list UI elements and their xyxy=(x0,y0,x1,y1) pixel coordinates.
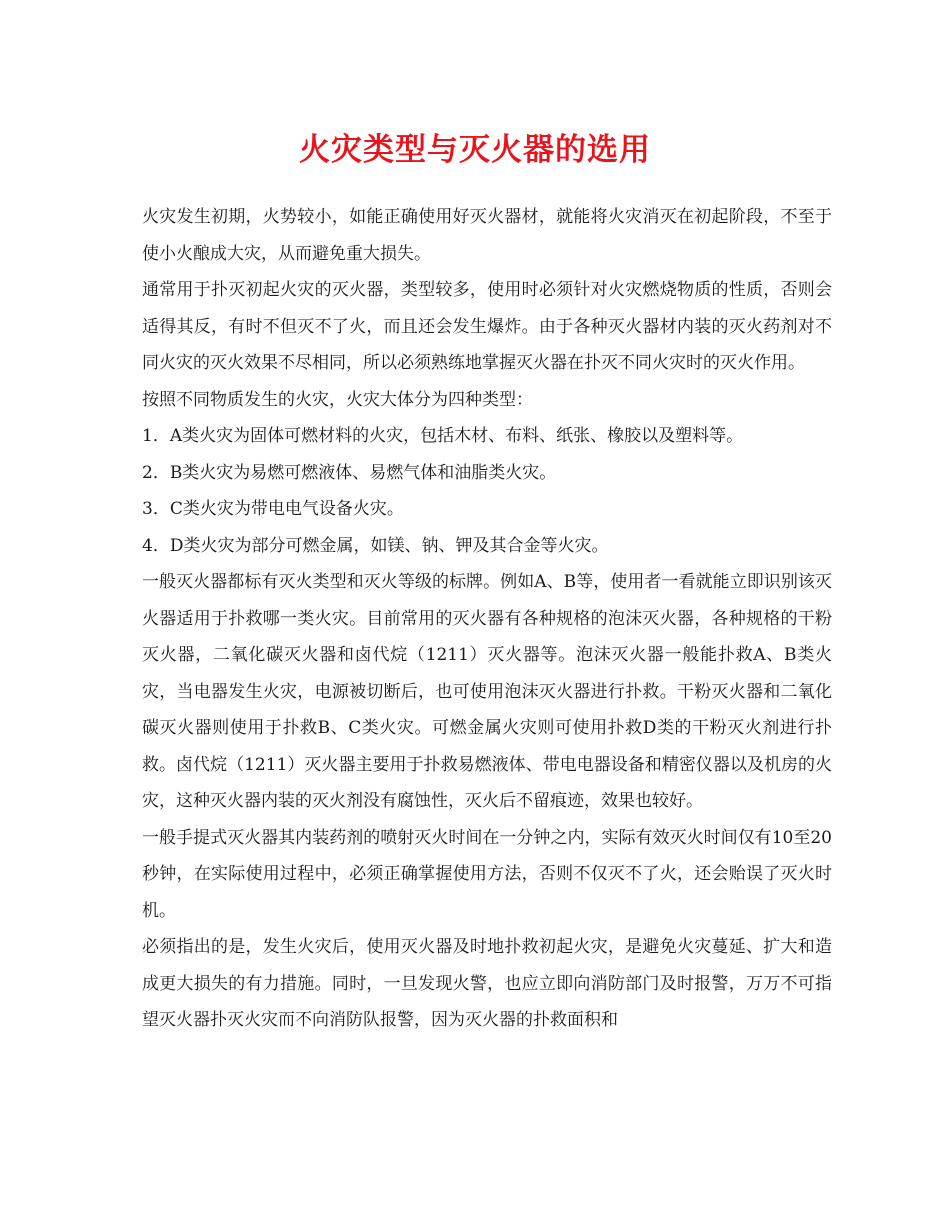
document-title: 火灾类型与灭火器的选用 xyxy=(299,132,651,168)
document-body xyxy=(142,199,832,1039)
paragraph-spray-time: 一般手提式灭火器其内装药剂的喷射灭火时间在一分钟之内，实际有效灭火时间仅有10至20秒钟，在实际使用过程中，必须正确掌握使用方法，否则不仅灭不了火，还会贻误了灭火时机。 xyxy=(142,827,832,921)
list-item-class-d: 4．D类火灾为部分可燃金属，如镁、钠、钾及其合金等火灾。 xyxy=(142,535,609,556)
list-item-class-b: 2．B类火灾为易燃可燃液体、易燃气体和油脂类火灾。 xyxy=(142,462,557,483)
list-item-class-c: 3．C类火灾为带电电气设备火灾。 xyxy=(142,499,404,519)
paragraph-fire-classes-intro: 按照不同物质发生的火灾，火灾大体分为四种类型： xyxy=(142,389,533,410)
paragraph-extinguisher-types: 通常用于扑灭初起火灾的灭火器，类型较多，使用时必须针对火灾燃烧物质的性质，否则会适得其反，有时不但灭不了火，而且还会发生爆炸。由于各种灭火器材内装的灭火药剂对不同火灾的灭火效果不尽相同，所以必须熟练地掌握灭火器在扑灭不同火灾时的灭火作用。 xyxy=(142,280,832,373)
paragraph-report-fire: 必须指出的是，发生火灾后，使用灭火器及时地扑救初起火灾，是避免火灾蔓延、扩大和造成更大损失的有力措施。同时，一旦发现火警，也应立即向消防部门及时报警，万万不可指望灭火器扑灭火灾而不向消防队报警，因为灭火器的扑救面积和 xyxy=(142,937,832,1030)
paragraph-extinguisher-labels: 一般灭火器都标有灭火类型和灭火等级的标牌。例如A、B等，使用者一看就能立即识别该灭火器适用于扑救哪一类火灾。目前常用的灭火器有各种规格的泡沫灭火器，各种规格的干粉灭火器，二氧化碳灭火器和卤代烷（1211）灭火器等。泡沫灭火器一般能扑救A、B类火灾，当电器发生火灾，电源被切断后，也可使用泡沫灭火器进行扑救。干粉灭火器和二氧化碳灭火器则使用于扑救B、C类火灾。可燃金属火灾则可使用扑救D类的干粉灭火剂进行扑救。卤代烷（1211）灭火器主要用于扑救易燃液体、带电电器设备和精密仪器以及机房的火灾，这种灭火器内装的灭火剂没有腐蚀性，灭火后不留痕迹，效果也较好。 xyxy=(142,572,832,811)
paragraph-intro: 火灾发生初期，火势较小，如能正确使用好灭火器材，就能将火灾消灭在初起阶段，不至于使小火酿成大灾，从而避免重大损失。 xyxy=(142,207,832,264)
list-item-class-a: 1．A类火灾为固体可燃材料的火灾，包括木材、布料、纸张、橡胶以及塑料等。 xyxy=(142,426,744,446)
